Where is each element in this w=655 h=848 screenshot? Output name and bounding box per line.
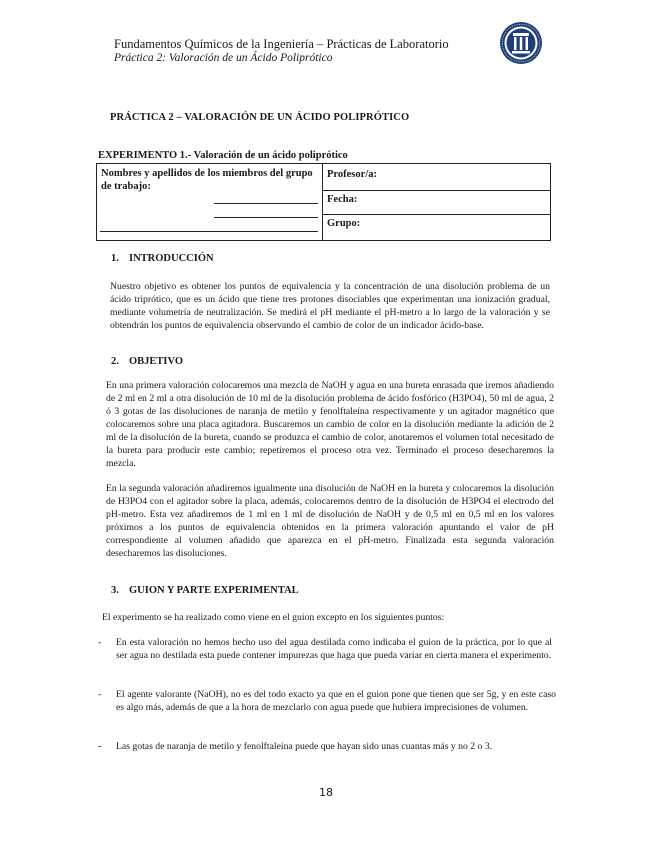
header-course: Fundamentos Químicos de la Ingeniería – Prácticas de Laboratorio [114,37,449,51]
list-item-text: El agente valorante (NaOH), no es del todo exacto ya que en el guion pone que tienen que ser 5g, y en este caso es algo más, además de que a la hora de mezclarlo con agua puede que hubiera imprecisiones de volumen. [116,689,556,713]
members-label: Nombres y apellidos de los miembros del grupo de trabajo: [101,168,313,192]
form-divider [322,164,323,240]
guion-intro: El experimento se ha realizado como viene en el guion excepto en los siguientes puntos: [102,612,445,623]
bullet-dash: - [98,689,102,700]
intro-paragraph: Nuestro objetivo es obtener los puntos de equivalencia y la concentración de una disolución problema de un ácido triprótico, que es un ácido que tiene tres protones disociables que experimentan una ionización gradual, mediante volumetría de neutralización. Se medirá el pH mediante el pH-metro a lo largo de la valoración y se obtendrán los puntos de equivalencia observando el cambio de color de un indicador ácido-base. [110,281,550,331]
list-item-text: Las gotas de naranja de metilo y fenolftaleína puede que hayan sido unas cuantas más y no 2 o 3. [116,741,493,752]
section-number-intro: 1. [111,253,119,264]
experiment-heading [98,150,348,161]
experiment-label: EXPERIMENTO 1.- [98,150,192,161]
section-heading-guion [111,585,299,596]
group-info-form [96,163,551,241]
section-title-objective: OBJETIVO [129,356,184,367]
experiment-subtitle: Valoración de un ácido poliprótico [193,150,348,161]
page-number: 18 [319,786,333,799]
section-heading-objective [111,356,183,367]
bullet-dash: - [98,637,102,648]
page-title: PRÁCTICA 2 – VALORACIÓN DE UN ÁCIDO POLIPRÓTICO [110,112,410,123]
section-title-intro: INTRODUCCIÓN [129,253,214,264]
section-title-guion: GUION Y PARTE EXPERIMENTAL [129,585,299,596]
list-item-text: En esta valoración no hemos hecho uso del agua destilada como indicaba el guion de la práctica, por lo que al ser agua no destilada esta puede contener impurezas que haga que pueda variar en cierta manera el experimento. [116,637,552,661]
member-name-field-2[interactable] [214,217,318,218]
objective-paragraph-1: En una primera valoración colocaremos una mezcla de NaOH y agua en una bureta enrasada que iremos añadiendo de 2 ml en 2 ml a otra disolución de 10 ml de la disolución problema de ácido fosfórico (H3PO4), 50 ml de agua, 2 ó 3 gotas de las disoluciones de naranja de metilo y fenolftaleína respectivamente y un agitador magnético que colocaremos sobre una placa agitadora. Buscaremos un cambio de color en la disolución mediante la adición de 2 ml de la disolución de la bureta, cuando se produzca el cambio de color, anotaremos el volumen total necesitado de la bureta para producir este cambio; repetiremos el proceso otra vez. Terminado el proceso desecharemos la mezcla. [106,380,554,469]
professor-label: Profesor/a: [327,169,377,180]
group-label: Grupo: [327,218,361,229]
member-name-field-3[interactable] [100,231,318,232]
section-number-objective: 2. [111,356,119,367]
header-practice: Práctica 2: Valoración de un Ácido Poliprótico [114,52,333,64]
form-row-line-2 [322,214,550,215]
form-row-line-1 [322,190,550,191]
objective-paragraph-2: En la segunda valoración añadiremos igualmente una disolución de NaOH en la bureta y colocaremos la disolución de H3PO4 con el agitador sobre la placa, además, colocaremos dentro de la disolución de H3PO4 el electrodo del pH-metro. Esta vez añadiremos de 1 ml en 1 ml de disolución de NaOH y de 0,5 ml en 0,5 ml en los valores próximos a los puntos de equivalencia obtenidos en la primera valoración apuntando el valor de pH correspondiente al volumen añadido que aparezca en el pH-metro. Finalizada esta segunda valoración desecharemos las disoluciones. [106,483,554,559]
section-heading-intro [111,253,214,264]
bullet-dash: - [98,741,102,752]
section-number-guion: 3. [111,585,119,596]
member-name-field-1[interactable] [214,203,318,204]
date-label: Fecha: [327,194,358,205]
university-seal-icon [499,21,543,65]
